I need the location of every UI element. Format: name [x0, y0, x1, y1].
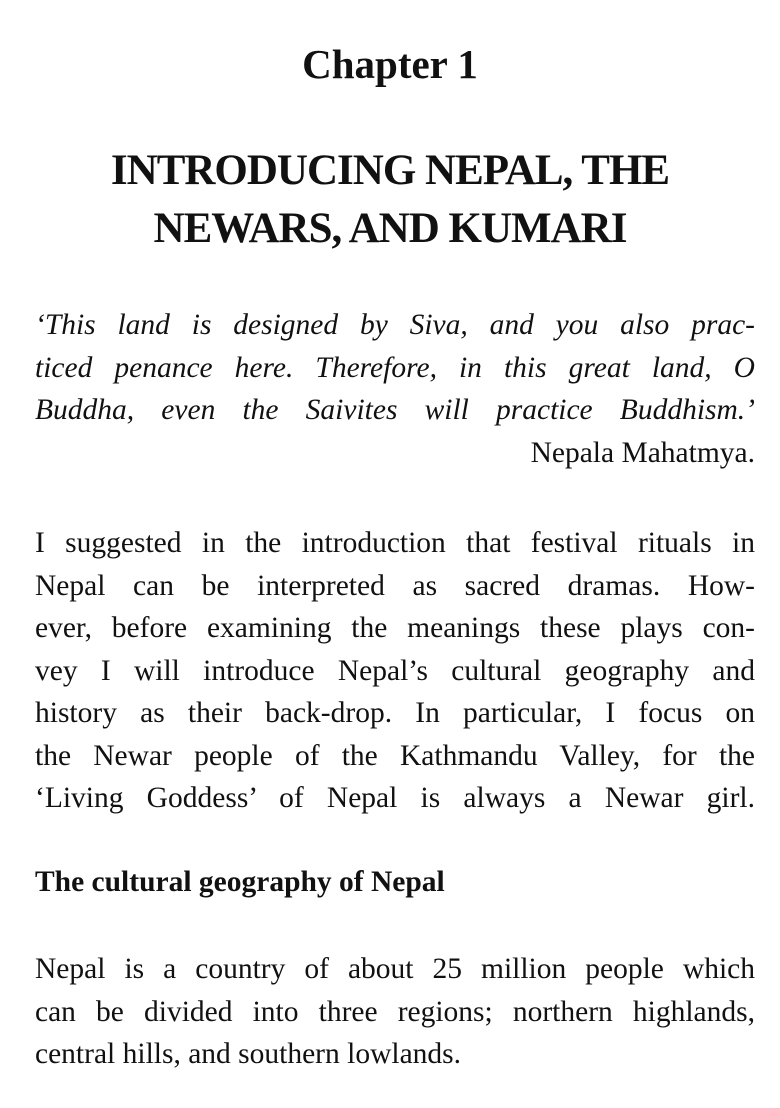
section-heading: The cultural geography of Nepal	[35, 866, 445, 898]
paragraph-geography	[35, 948, 755, 1076]
epigraph	[35, 304, 755, 474]
title-line: NEWARS, AND KUMARI	[153, 205, 627, 252]
title-line: INTRODUCING NEPAL, THE	[110, 147, 670, 194]
paragraph-line: I suggested in the introduction that festival rituals in	[35, 527, 755, 559]
epigraph-attribution: Nepala Mahatmya.	[530, 436, 755, 469]
epigraph-line: Buddha, even the Saivites will practice Buddhism.’	[35, 394, 755, 426]
chapter-label: Chapter 1	[302, 41, 478, 87]
paragraph-line: vey I will introduce Nepal’s cultural geography and	[35, 654, 755, 687]
chapter-title	[0, 142, 780, 258]
paragraph-line: Nepal is a country of about 25 million people which	[35, 953, 755, 985]
paragraph-line: ‘Living Goddess’ of Nepal is always a Newar girl.	[35, 782, 755, 814]
paragraph-line: ever, before examining the meanings these plays con-	[35, 612, 755, 644]
epigraph-line: ‘This land is designed by Siva, and you also prac-	[35, 309, 755, 341]
paragraph-intro	[35, 522, 755, 820]
paragraph-line: Nepal can be interpreted as sacred dramas. How-	[35, 569, 755, 602]
paragraph-line: can be divided into three regions; northern highlands,	[35, 995, 755, 1028]
paragraph-line: history as their back-drop. In particular, I focus on	[35, 697, 755, 729]
paragraph-line: the Newar people of the Kathmandu Valley, for the	[35, 739, 755, 772]
epigraph-line: ticed penance here. Therefore, in this great land, O	[35, 351, 755, 384]
paragraph-line: central hills, and southern lowlands.	[35, 1038, 462, 1070]
